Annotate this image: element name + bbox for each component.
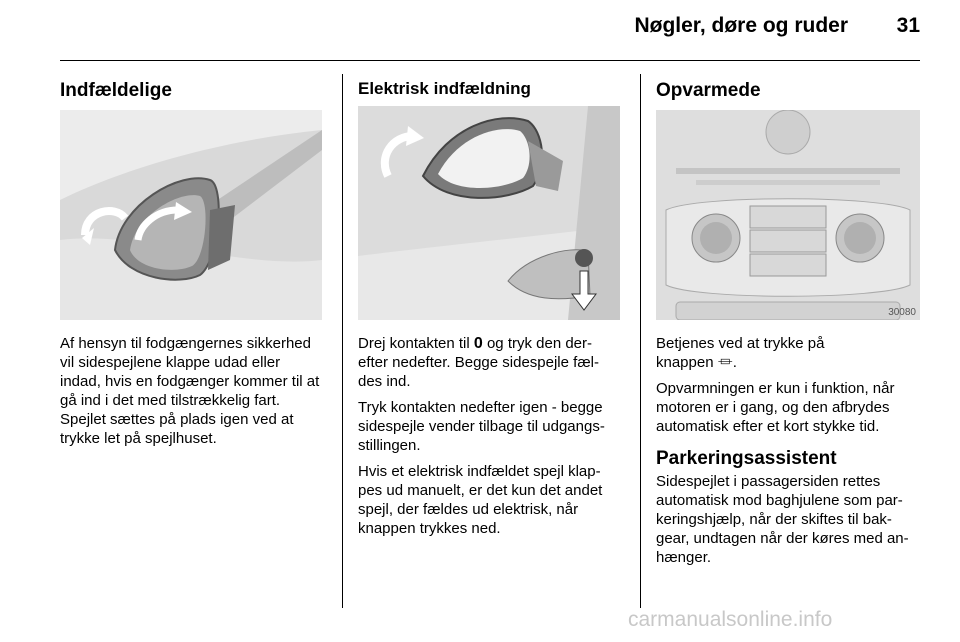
paragraph-folding: Af hensyn til fodgængernes sikkerhed vil sidespejlene klappe udad eller indad, hvis en fodgænger kommer til at gå ind i det med tilstrækkelig fart. Spejlet sættes på plads igen ved at trykke let på spejlhuset.: [60, 335, 320, 447]
switch-position-zero: 0: [473, 335, 483, 352]
header-rule: [60, 60, 920, 61]
section-heading-heated: Opvarmede: [656, 80, 761, 101]
paragraph-electric-1: [358, 334, 622, 391]
section-heading-electric-folding: Elektrisk indfældning: [358, 79, 531, 98]
section-heading-parking-assist: Parkeringsassistent: [656, 448, 837, 469]
paragraph-heated-1: Betjenes ved at trykke på knappen ⏛.: [656, 335, 825, 371]
paragraph-electric-1-post: og tryk den der-efter nedefter. Begge sidespejle fæl-des ind.: [358, 335, 599, 390]
column-divider-2: [640, 74, 641, 608]
paragraph-electric-2: Tryk kontakten nedefter igen - begge sidespejle vender tilbage til udgangs-stillingen.: [358, 399, 605, 454]
electric-folding-illustration: [358, 106, 620, 320]
column-divider-1: [342, 74, 343, 608]
watermark: carmanualsonline.info: [628, 608, 833, 631]
column-electric-folding-body: [358, 334, 622, 538]
column-heated: [656, 74, 920, 103]
section-heading-folding: Indfældelige: [60, 80, 172, 101]
paragraph-electric-3: Hvis et elektrisk indfældet spejl klap-pes ud manuelt, er det kun det andet spejl, der fældes ud elektrisk, når knappen trykkes ned.: [358, 463, 603, 537]
page-header-title: Nøgler, døre og ruder: [634, 14, 848, 37]
column-folding: [60, 74, 324, 103]
page-number: 31: [896, 14, 920, 37]
paragraph-heated-2: Opvarmningen er kun i funktion, når motoren er i gang, og den afbrydes automatisk efter et kort stykke tid.: [656, 380, 895, 435]
column-electric-folding: [358, 74, 622, 100]
column-heated-body: [656, 334, 920, 567]
figure-number: 30080: [888, 307, 916, 318]
paragraph-electric-1-pre: Drej kontakten til: [358, 335, 474, 352]
climate-panel-illustration: [656, 110, 920, 320]
column-folding-body: [60, 334, 324, 448]
paragraph-parking-assist: Sidespejlet i passagersiden rettes automatisk mod baghjulene som par-keringshjælp, når der skiftes til bak-gear, undtagen når der køres med an-hænger.: [656, 473, 909, 566]
mirror-folding-illustration: [60, 110, 322, 320]
